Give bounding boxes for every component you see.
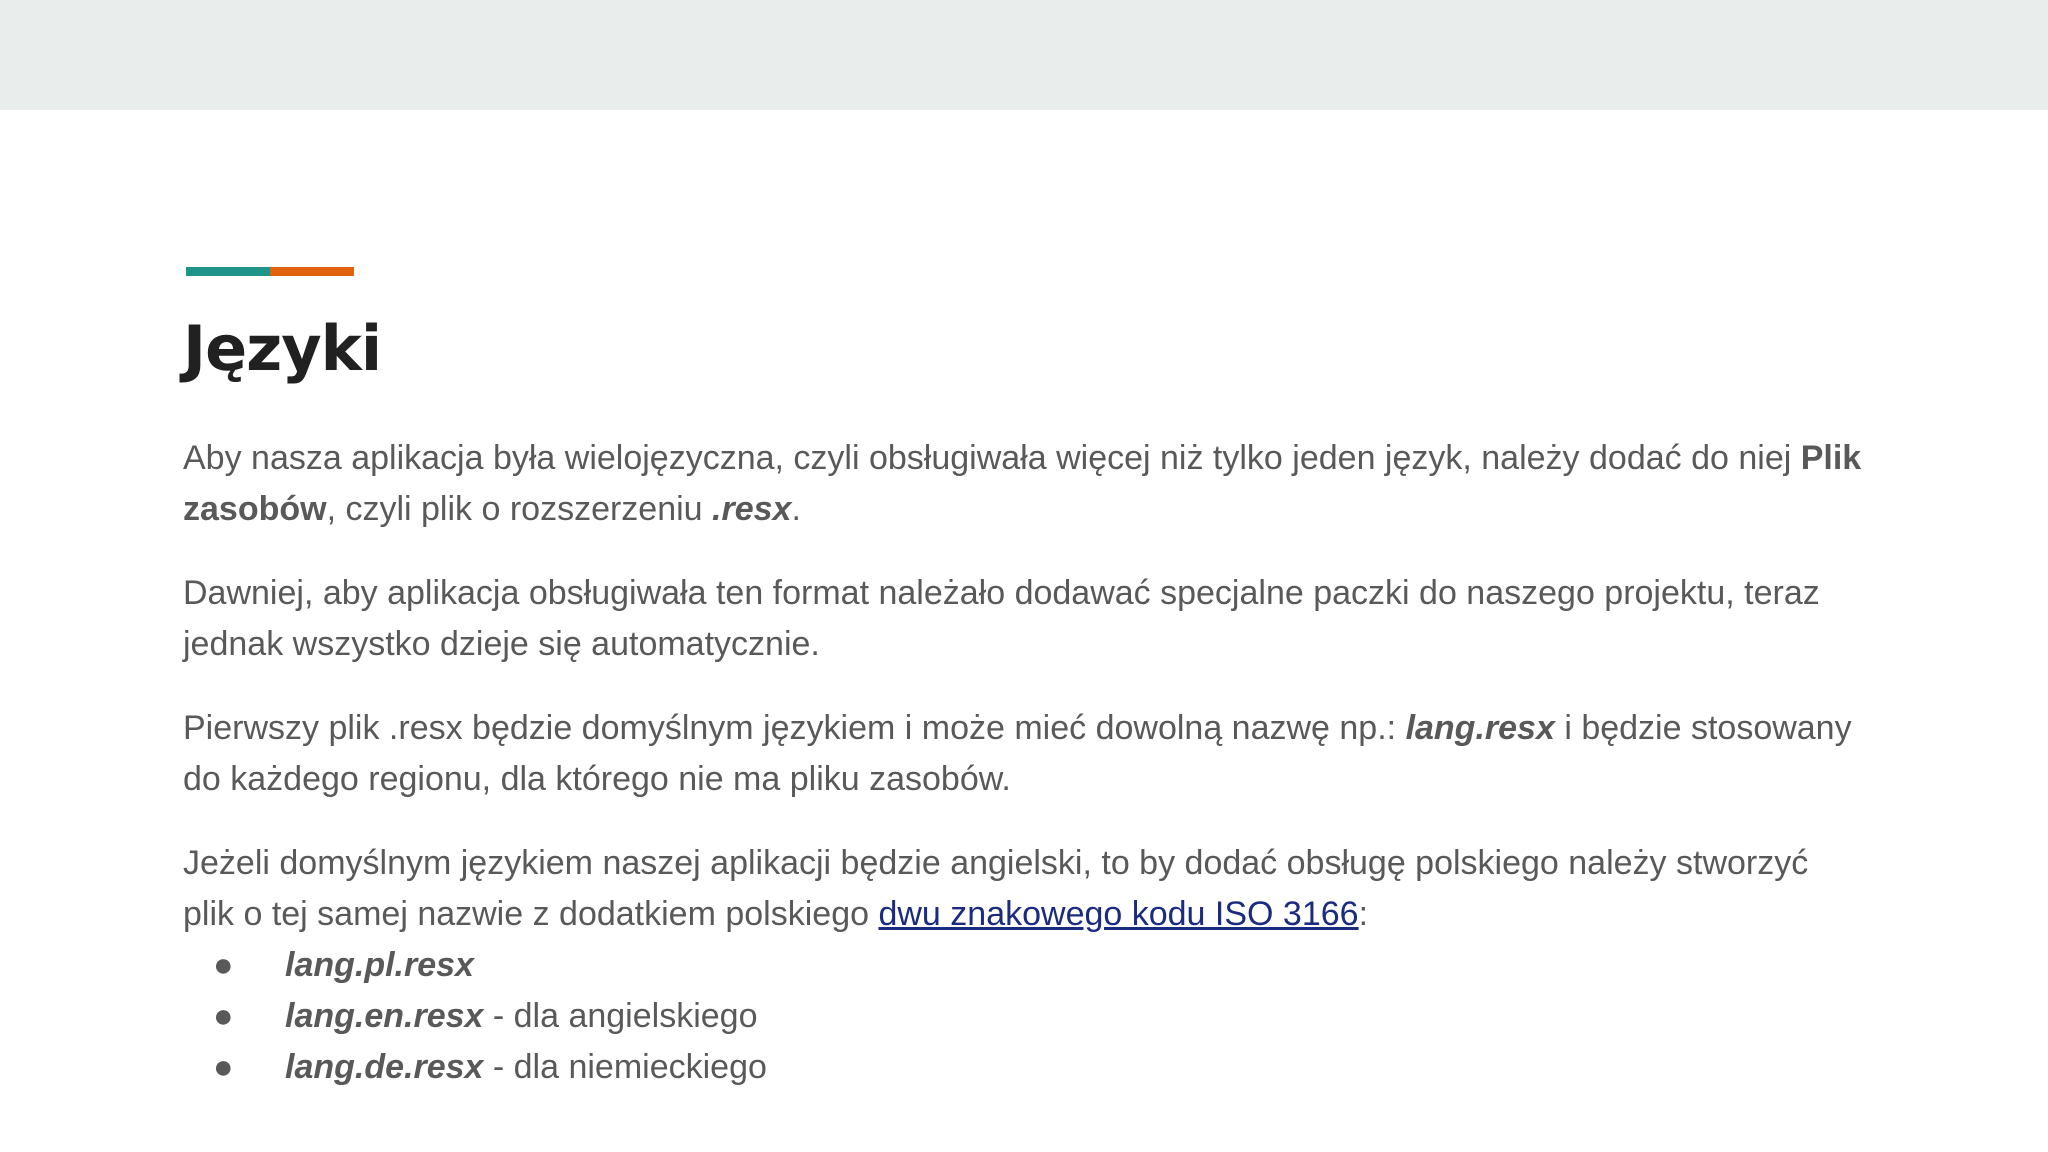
paragraph-default-file: Pierwszy plik .resx będzie domyślnym językiem i może mieć dowolną nazwę np.: lang.resx i będzie stosowany do każdego regionu, dla którego nie ma pliku zasobów. <box>183 709 1852 798</box>
list-item <box>183 940 1863 991</box>
iso-3166-link[interactable]: dwu znakowego kodu ISO 3166 <box>878 895 1359 933</box>
slide-title: Języki <box>183 312 382 385</box>
slide <box>0 110 2048 1152</box>
list-item <box>183 991 1863 1042</box>
bullet-icon: ● <box>213 1048 234 1086</box>
lang-resx-term: lang.resx <box>1405 709 1555 747</box>
bullet-icon: ● <box>213 946 234 984</box>
title-accent-bar <box>186 267 354 276</box>
list-item-desc: - dla angielskiego <box>483 997 758 1035</box>
list-item-desc: - dla niemieckiego <box>483 1048 767 1086</box>
resx-extension: .resx <box>712 490 792 528</box>
accent-orange-segment <box>270 267 354 276</box>
plik-zasobow-term: Plik zasobów <box>183 439 1862 528</box>
top-band <box>0 0 2048 110</box>
slide-body <box>183 433 1863 1093</box>
bullet-icon: ● <box>213 997 234 1035</box>
list-item-file: lang.de.resx <box>285 1048 484 1086</box>
resource-file-list <box>183 940 1863 1093</box>
list-item-file: lang.en.resx <box>285 997 484 1035</box>
list-item <box>183 1042 1863 1093</box>
paragraph-localized-files: Jeżeli domyślnym językiem naszej aplikacji będzie angielski, to by dodać obsługę polskiego należy stworzyć plik o tej samej nazwie z dodatkiem polskiego dwu znakowego kodu ISO 3166: <box>183 844 1809 933</box>
paragraph-resource-file: Aby nasza aplikacja była wielojęzyczna, czyli obsługiwała więcej niż tylko jeden język, należy dodać do niej Plik zasobów, czyli plik o rozszerzeniu .resx. <box>183 439 1862 528</box>
paragraph-history: Dawniej, aby aplikacja obsługiwała ten format należało dodawać specjalne paczki do naszego projektu, teraz jednak wszystko dzieje się automatycznie. <box>183 574 1820 663</box>
list-item-file: lang.pl.resx <box>285 946 474 984</box>
accent-teal-segment <box>186 267 270 276</box>
